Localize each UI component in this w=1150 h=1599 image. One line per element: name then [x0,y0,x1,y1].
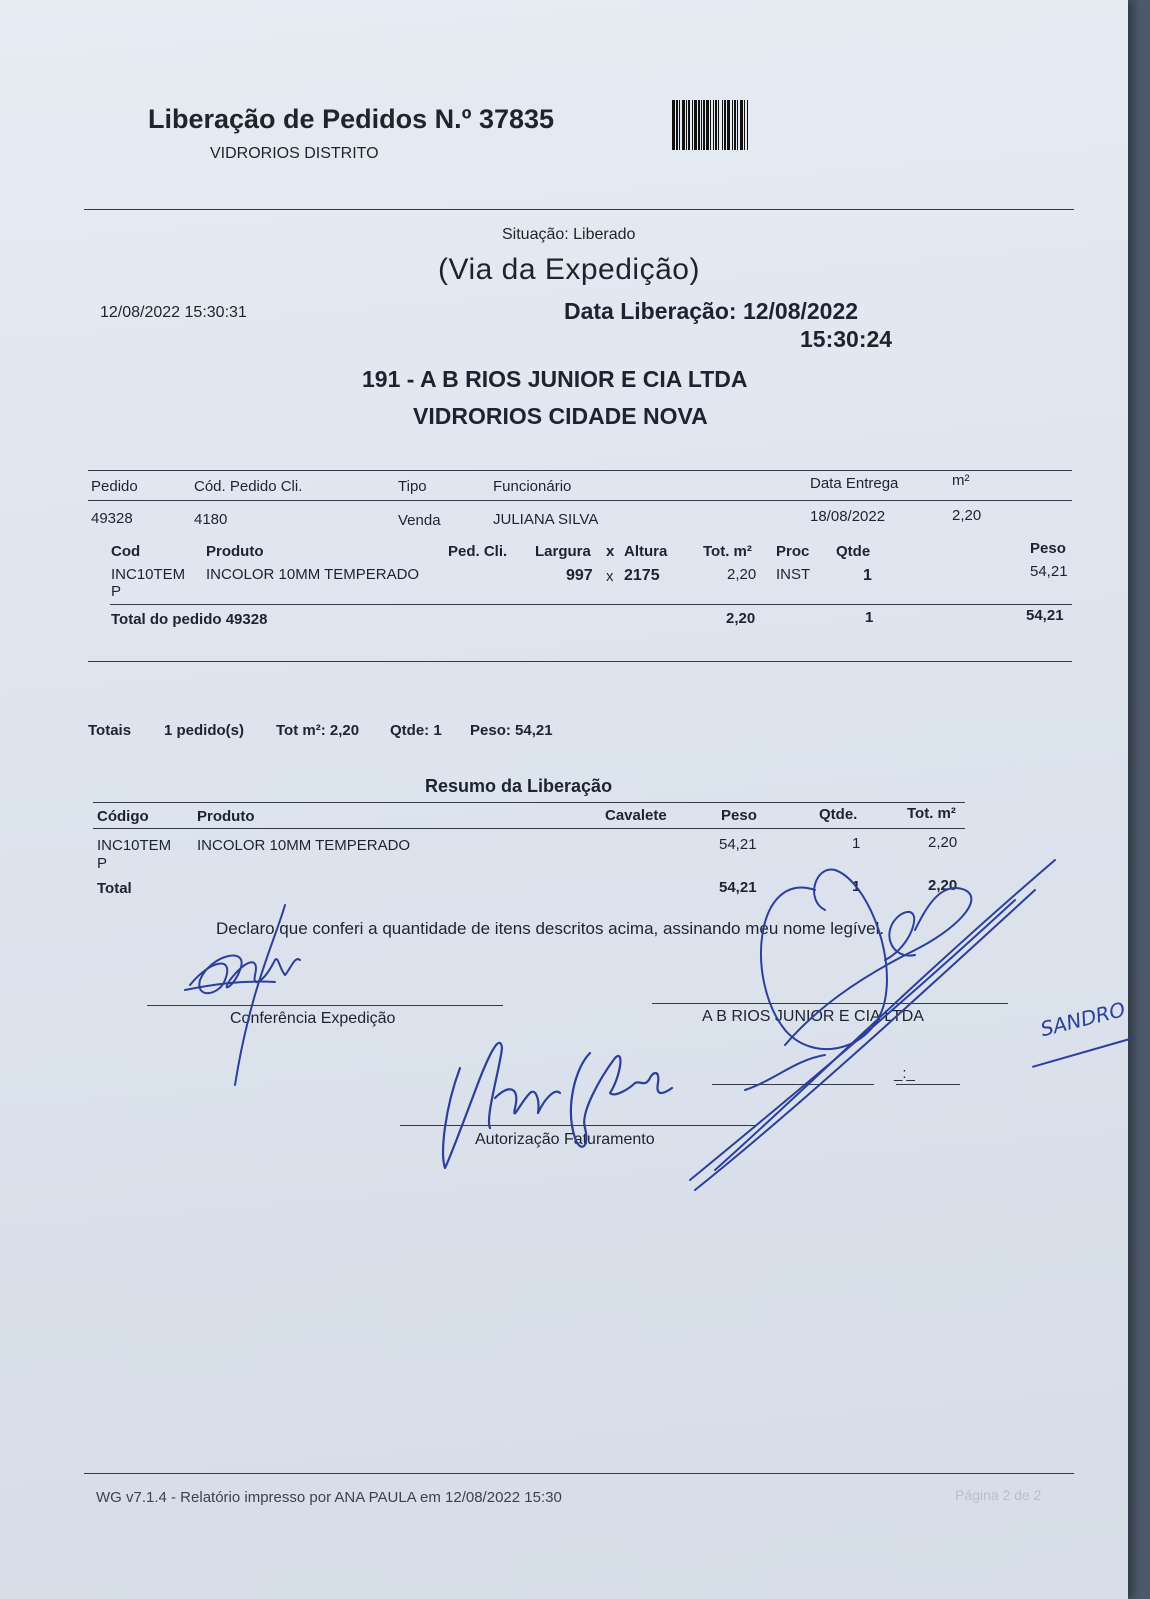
item-altura: 2175 [624,567,660,584]
resumo-header-codigo: Código [97,808,149,825]
order-cell-data-entrega: 18/08/2022 [810,508,886,525]
data-liberacao-time: 15:30:24 [800,326,893,352]
customer-name: 191 - A B RIOS JUNIOR E CIA LTDA [362,366,748,392]
order-cell-tipo: Venda [398,512,441,529]
conferencia-signature [180,900,320,1090]
items-header-ped-cli: Ped. Cli. [448,543,508,560]
items-total-rule [110,604,1072,605]
order-cell-cod-pedido-cli: 4180 [194,511,228,528]
printed-datetime: 12/08/2022 15:30:31 [100,304,247,321]
resumo-title: Resumo da Liberação [425,776,613,796]
company-name: VIDRORIOS DISTRITO [210,145,379,162]
order-cell-m2: 2,20 [952,507,982,524]
resumo-header-peso: Peso [721,807,757,824]
item-x: x [606,568,614,585]
order-table-header-rule [88,500,1072,501]
resumo-header-produto: Produto [197,808,255,825]
order-header-tipo: Tipo [398,478,427,495]
footer-rule [84,1473,1074,1474]
date-separator: _:_ [894,1065,915,1082]
items-header-largura: Largura [535,543,591,560]
items-header-tot-m2: Tot. m² [703,543,752,560]
cliente-label: A B RIOS JUNIOR E CIA LTDA [702,1008,924,1025]
resumo-header-qtde: Qtde. [819,806,858,823]
items-header-x: x [606,543,615,560]
resumo-produto: INCOLOR 10MM TEMPERADO [197,837,411,854]
order-block-bottom-rule [88,661,1072,662]
items-header-cod: Cod [111,543,141,560]
order-header-funcionario: Funcionário [493,478,572,495]
order-header-m2: m² [952,472,970,489]
situacao-label: Situação: Liberado [502,226,636,243]
cliente-signature [685,830,1075,1210]
order-header-data-entrega: Data Entrega [810,475,899,492]
footer-page: Página 2 de 2 [955,1487,1042,1503]
barcode [672,100,844,150]
order-header-pedido: Pedido [91,478,138,495]
item-qtde: 1 [863,567,872,584]
item-tot-m2: 2,20 [727,566,757,583]
resumo-tot-m2: 2,20 [928,834,958,851]
order-table-top-rule [88,470,1072,471]
via-label: (Via da Expedição) [438,253,700,286]
resumo-header-cavalete: Cavalete [605,807,667,824]
autorizacao-label: Autorização Faturamento [475,1131,655,1148]
item-peso: 54,21 [1030,563,1068,580]
resumo-total-qtde: 1 [852,878,861,895]
declaration-text: Declaro que conferi a quantidade de itens descritos acima, assinando meu nome legível. [216,919,885,938]
customer-branch: VIDRORIOS CIDADE NOVA [413,403,708,429]
resumo-top-rule [93,802,965,803]
totais-qtde: Qtde: 1 [390,722,442,739]
order-cell-pedido: 49328 [91,510,133,527]
header-divider [84,209,1074,210]
totais-tot-m2: Tot m²: 2,20 [276,722,360,739]
items-header-peso: Peso [1030,540,1066,557]
conferencia-label: Conferência Expedição [230,1010,396,1027]
resumo-qtde: 1 [852,835,861,852]
resumo-header-rule [93,828,965,829]
item-proc: INST [776,566,811,583]
items-header-proc: Proc [776,543,810,560]
resumo-codigo-line1: INC10TEM [97,837,172,854]
order-total-tot-m2: 2,20 [726,610,756,627]
item-produto: INCOLOR 10MM TEMPERADO [206,566,420,583]
totais-peso: Peso: 54,21 [470,722,553,739]
handwritten-note: SANDRO [1038,997,1128,1042]
resumo-header-tot-m2: Tot. m² [907,805,956,822]
items-header-produto: Produto [206,543,264,560]
resumo-total-label: Total [97,880,132,897]
autorizacao-signature [440,1028,690,1178]
totais-pedidos: 1 pedido(s) [164,722,245,739]
order-cell-funcionario: JULIANA SILVA [493,511,599,528]
resumo-peso: 54,21 [719,836,757,853]
resumo-total-peso: 54,21 [719,879,757,896]
resumo-total-tot-m2: 2,20 [928,877,958,894]
resumo-codigo-line2: P [97,855,108,872]
footer-printed-by: WG v7.1.4 - Relatório impresso por ANA PAULA em 12/08/2022 15:30 [96,1489,562,1506]
order-total-label: Total do pedido 49328 [111,611,268,628]
item-cod-line2: P [111,583,122,600]
order-total-peso: 54,21 [1026,607,1064,624]
items-header-altura: Altura [624,543,668,560]
totais-label: Totais [88,722,132,739]
items-header-qtde: Qtde [836,543,871,560]
document-title: Liberação de Pedidos N.º 37835 [148,104,555,134]
item-largura: 997 [566,567,593,584]
data-liberacao-label: Data Liberação: 12/08/2022 [564,298,859,324]
item-cod-line1: INC10TEM [111,566,186,583]
order-header-cod-pedido-cli: Cód. Pedido Cli. [194,478,303,495]
order-total-qtde: 1 [865,609,874,626]
